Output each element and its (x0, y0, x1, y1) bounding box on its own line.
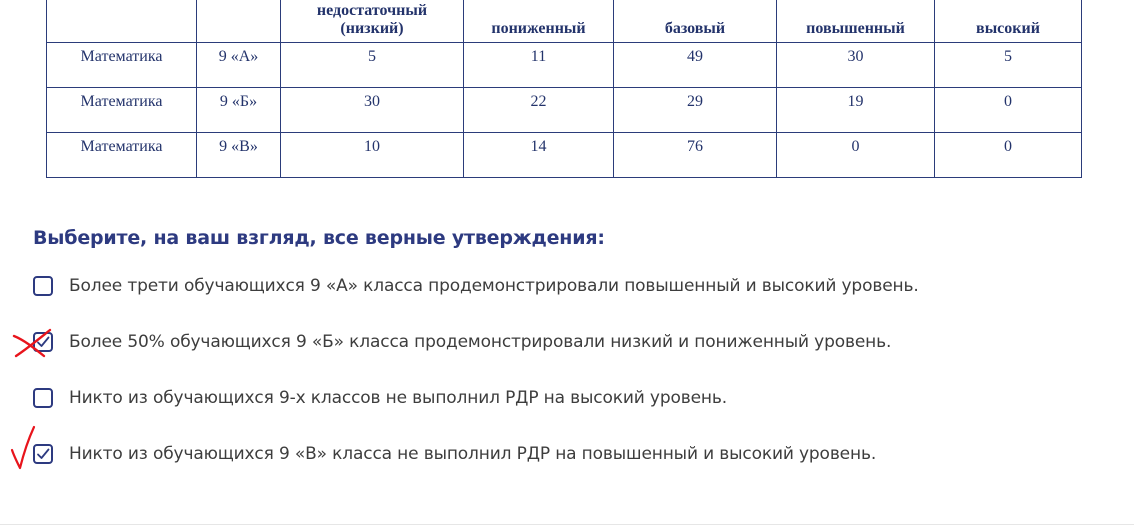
divider (0, 524, 1134, 525)
cell-value: 30 (777, 43, 935, 88)
checkmark-icon (36, 335, 50, 349)
cell-value: 14 (464, 133, 614, 178)
answer-option-label: Более 50% обучающихся 9 «Б» класса продемонстрировали низкий и пониженный уровень. (69, 332, 892, 352)
answer-option-1[interactable] (33, 273, 919, 299)
checkmark-icon (36, 447, 50, 461)
checkbox-1[interactable] (33, 276, 53, 296)
header-level-increased: повышенный (777, 0, 935, 43)
header-class (197, 0, 281, 43)
cell-value: 19 (777, 88, 935, 133)
header-level-high: высокий (935, 0, 1082, 43)
cell-value: 0 (935, 88, 1082, 133)
cell-class: 9 «А» (197, 43, 281, 88)
cell-value: 22 (464, 88, 614, 133)
header-subject (47, 0, 197, 43)
cell-class: 9 «В» (197, 133, 281, 178)
cell-value: 5 (281, 43, 464, 88)
cell-value: 0 (935, 133, 1082, 178)
cell-value: 76 (614, 133, 777, 178)
cell-value: 30 (281, 88, 464, 133)
answer-option-3[interactable] (33, 385, 727, 411)
cell-subject: Математика (47, 43, 197, 88)
answer-option-2[interactable] (33, 329, 891, 355)
header-level-basic: базовый (614, 0, 777, 43)
cell-value: 0 (777, 133, 935, 178)
cell-subject: Математика (47, 133, 197, 178)
table-row (47, 88, 1082, 133)
question-title: Выберите, на ваш взгляд, все верные утверждения: (33, 227, 605, 249)
checkbox-4[interactable] (33, 444, 53, 464)
cell-value: 29 (614, 88, 777, 133)
cell-subject: Математика (47, 88, 197, 133)
answer-option-4[interactable] (33, 441, 876, 467)
header-level-low-label: недостаточный (низкий) (316, 2, 428, 37)
checkbox-3[interactable] (33, 388, 53, 408)
cell-value: 11 (464, 43, 614, 88)
answer-option-label: Более трети обучающихся 9 «А» класса продемонстрировали повышенный и высокий уровень. (69, 276, 919, 296)
table-header-row (47, 0, 1082, 43)
header-level-reduced: пониженный (464, 0, 614, 43)
cell-value: 49 (614, 43, 777, 88)
results-table (46, 0, 1082, 178)
checkbox-2[interactable] (33, 332, 53, 352)
table-row (47, 133, 1082, 178)
cell-class: 9 «Б» (197, 88, 281, 133)
cell-value: 5 (935, 43, 1082, 88)
header-level-low (281, 0, 464, 43)
answer-option-label: Никто из обучающихся 9 «В» класса не выполнил РДР на повышенный и высокий уровень. (69, 444, 877, 464)
cell-value: 10 (281, 133, 464, 178)
answer-option-label: Никто из обучающихся 9-х классов не выполнил РДР на высокий уровень. (69, 388, 727, 408)
table-row (47, 43, 1082, 88)
